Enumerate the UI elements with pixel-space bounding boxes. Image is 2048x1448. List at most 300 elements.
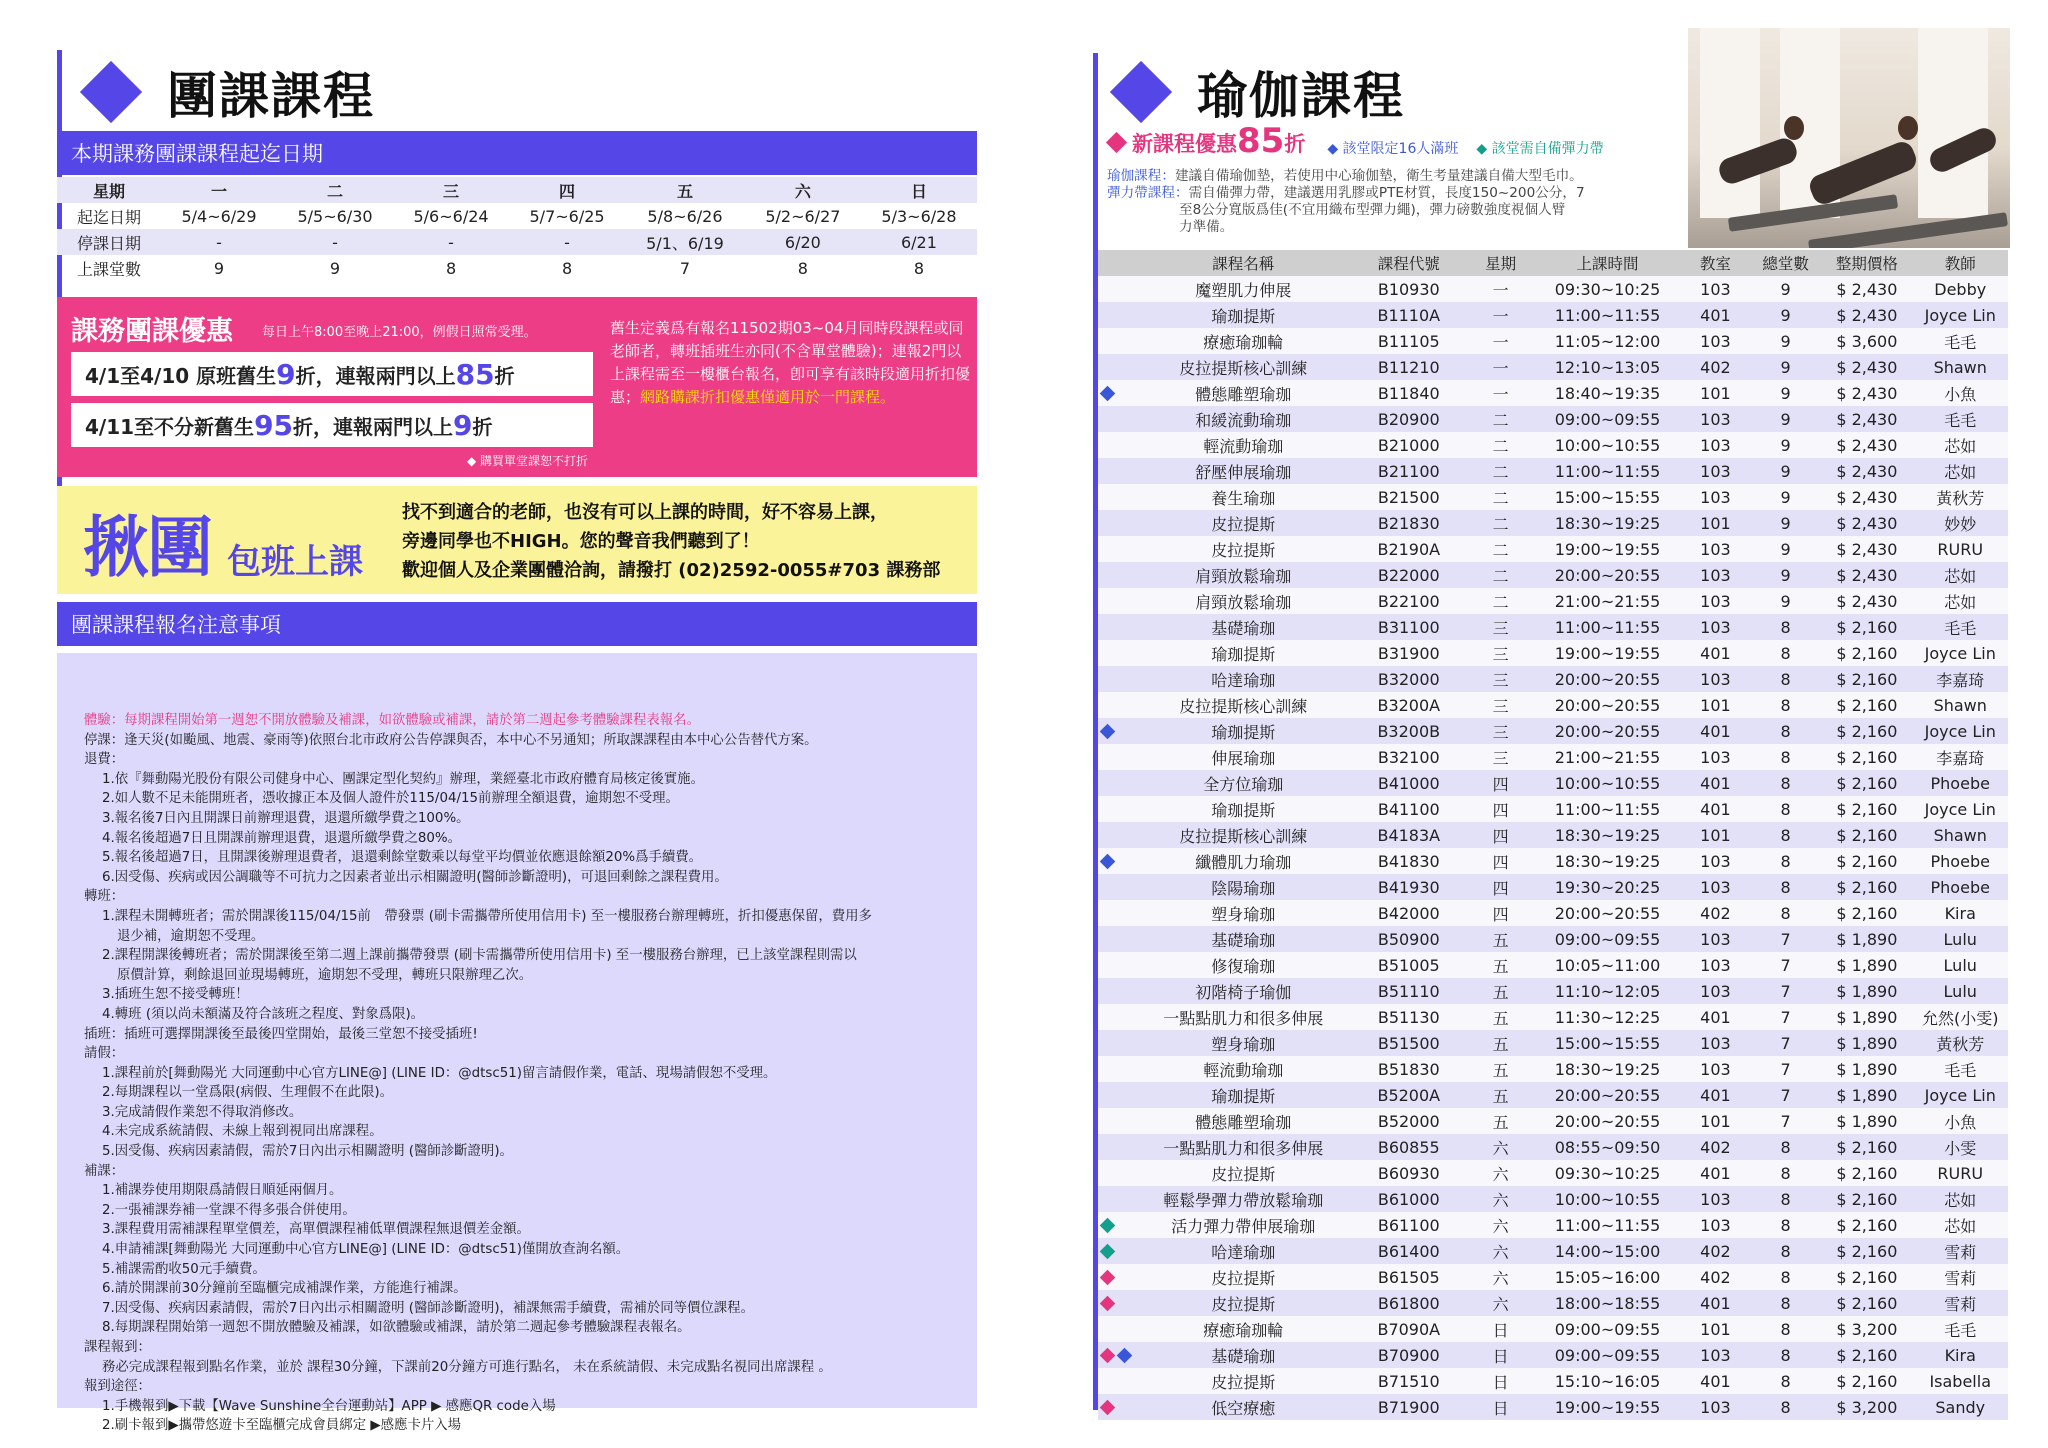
course-cell: 芯如: [1912, 458, 2008, 484]
course-cell: $ 2,160: [1821, 614, 1912, 640]
course-cell: RURU: [1912, 1160, 2008, 1186]
course-cell: $ 2,160: [1821, 744, 1912, 770]
course-cell: 103: [1681, 406, 1750, 432]
course-cell: 8: [1750, 1316, 1821, 1342]
period-cell: 5/7~6/25: [529, 206, 605, 226]
diamond-icon: [1100, 1243, 1116, 1259]
course-marker: [1098, 484, 1136, 510]
course-cell: $ 2,160: [1821, 1186, 1912, 1212]
note-line: 8.每期課程開始第一週恕不開放體驗及補課，如欲體驗或補課，請於第二週起參考體驗課程表報名。: [102, 1320, 691, 1336]
course-cell: 輕流動瑜珈: [1136, 1056, 1351, 1082]
diamond-icon: [1100, 1399, 1116, 1415]
course-marker: [1098, 718, 1136, 744]
course-cell: B22000: [1351, 562, 1468, 588]
course-cell: 輕鬆學彈力帶放鬆瑜珈: [1136, 1186, 1351, 1212]
course-cell: 纖體肌力瑜珈: [1136, 848, 1351, 874]
course-cell: 全方位瑜珈: [1136, 770, 1351, 796]
course-row: [1098, 276, 2008, 302]
course-marker: [1098, 1160, 1136, 1186]
course-row: [1098, 510, 2008, 536]
course-cell: B50900: [1351, 926, 1468, 952]
period-cell: -: [509, 229, 625, 255]
course-cell: 毛毛: [1912, 406, 2008, 432]
course-cell: 初階椅子瑜伽: [1136, 978, 1351, 1004]
course-cell: 103: [1681, 744, 1750, 770]
course-cell: $ 2,160: [1821, 900, 1912, 926]
course-cell: 09:30~10:25: [1534, 1160, 1681, 1186]
note-line: 2.一張補課券補一堂課不得多張合併使用。: [102, 1202, 356, 1218]
course-cell: $ 2,160: [1821, 822, 1912, 848]
course-cell: 11:00~11:55: [1534, 458, 1681, 484]
course-cell: 一: [1467, 354, 1534, 380]
course-cell: 9: [1750, 328, 1821, 354]
new-course-discount: 85: [1237, 121, 1285, 161]
course-header-row: [1098, 250, 2008, 276]
course-row: [1098, 354, 2008, 380]
course-cell: $ 2,430: [1821, 432, 1912, 458]
course-cell: B61000: [1351, 1186, 1468, 1212]
course-cell: Lulu: [1912, 926, 2008, 952]
note-line: 3.報名後7日內且開課日前辦理退費，退還所繳學費之100%。: [102, 810, 470, 826]
course-cell: 舒壓伸展瑜珈: [1136, 458, 1351, 484]
course-cell: 瑜珈提斯: [1136, 796, 1351, 822]
course-header-cell: 上課時間: [1534, 250, 1681, 276]
course-cell: 9: [1750, 458, 1821, 484]
note-line: 退少補，逾期恕不受理。: [117, 928, 265, 944]
course-cell: 輕流動瑜珈: [1136, 432, 1351, 458]
course-cell: 401: [1681, 302, 1750, 328]
course-cell: 二: [1467, 484, 1534, 510]
course-cell: 103: [1681, 458, 1750, 484]
course-cell: 小魚: [1912, 380, 2008, 406]
course-header-cell: 課程名稱: [1136, 250, 1351, 276]
course-marker: [1098, 952, 1136, 978]
course-cell: 101: [1681, 1108, 1750, 1134]
course-marker: [1098, 1134, 1136, 1160]
course-cell: Sandy: [1912, 1394, 2008, 1420]
diamond-icon: [1100, 1269, 1116, 1285]
course-cell: 11:00~11:55: [1534, 302, 1681, 328]
course-row: [1098, 1082, 2008, 1108]
course-cell: $ 2,430: [1821, 588, 1912, 614]
course-cell: B61800: [1351, 1290, 1468, 1316]
course-cell: 10:00~10:55: [1534, 432, 1681, 458]
period-header-cell: 日: [861, 177, 977, 203]
course-cell: Isabella: [1912, 1368, 2008, 1394]
course-cell: $ 2,160: [1821, 1342, 1912, 1368]
course-cell: 401: [1681, 770, 1750, 796]
course-cell: 皮拉提斯核心訓練: [1136, 822, 1351, 848]
course-cell: 402: [1681, 1238, 1750, 1264]
course-cell: 103: [1681, 926, 1750, 952]
course-row: [1098, 848, 2008, 874]
new-course-promo: [1107, 121, 1604, 161]
course-cell: Lulu: [1912, 978, 2008, 1004]
course-cell: 18:30~19:25: [1534, 848, 1681, 874]
course-cell: 9: [1750, 484, 1821, 510]
course-row: [1098, 952, 2008, 978]
period-cell: 5/2~6/27: [765, 206, 841, 226]
yoga-page-title: 瑜伽課程: [1197, 67, 1405, 125]
pink-diamond-icon: [1106, 132, 1127, 153]
course-marker: [1098, 458, 1136, 484]
note-line: 3.插班生恕不接受轉班！: [102, 987, 249, 1003]
course-header-cell: 課程代號: [1351, 250, 1468, 276]
course-marker: [1098, 1082, 1136, 1108]
course-cell: 8: [1750, 874, 1821, 900]
course-header-cell: 整期價格: [1821, 250, 1912, 276]
course-cell: 9: [1750, 406, 1821, 432]
course-cell: $ 2,430: [1821, 302, 1912, 328]
note-line: 2.每期課程以一堂爲限(病假、生理假不在此限)。: [102, 1085, 394, 1101]
period-cell: 8: [561, 258, 573, 278]
group-promo-panel: [57, 297, 977, 477]
course-cell: 一點點肌力和很多伸展: [1136, 1004, 1351, 1030]
course-marker: [1098, 770, 1136, 796]
promo-subtitle: 每日上午8:00至晚上21:00，例假日照常受理。: [262, 325, 537, 340]
course-cell: 09:00~09:55: [1534, 1342, 1681, 1368]
course-cell: $ 2,160: [1821, 666, 1912, 692]
course-marker: [1098, 822, 1136, 848]
yoga-course-description: [1107, 168, 1687, 236]
course-marker: [1098, 380, 1136, 406]
course-cell: 11:00~11:55: [1534, 614, 1681, 640]
course-cell: $ 1,890: [1821, 926, 1912, 952]
course-cell: 二: [1467, 458, 1534, 484]
course-cell: 小魚: [1912, 1108, 2008, 1134]
course-cell: 402: [1681, 354, 1750, 380]
course-cell: 妙妙: [1912, 510, 2008, 536]
course-cell: 雪莉: [1912, 1264, 2008, 1290]
course-cell: 103: [1681, 1186, 1750, 1212]
desc-band-text: 需自備彈力帶，建議選用乳膠或PTE材質，長度150~200公分，7: [1188, 185, 1585, 201]
course-cell: $ 2,160: [1821, 796, 1912, 822]
course-cell: B32000: [1351, 666, 1468, 692]
period-cell: 8: [797, 258, 808, 278]
course-cell: 李嘉琦: [1912, 666, 2008, 692]
period-cell: -: [277, 229, 393, 255]
course-row: [1098, 562, 2008, 588]
desc-yoga-text: 建議自備瑜伽墊，若使用中心瑜伽墊，衛生考量建議自備大型毛巾。: [1174, 168, 1583, 184]
course-marker: [1098, 614, 1136, 640]
course-cell: 皮拉提斯核心訓練: [1136, 692, 1351, 718]
period-header-row: [57, 177, 977, 203]
course-cell: 11:05~12:00: [1534, 328, 1681, 354]
course-cell: 8: [1750, 796, 1821, 822]
course-row: [1098, 614, 2008, 640]
course-cell: 101: [1681, 692, 1750, 718]
course-row: [1098, 1134, 2008, 1160]
course-cell: 7: [1750, 1056, 1821, 1082]
period-cell: 5/8~6/26: [647, 206, 723, 226]
diamond-icon: [1100, 1295, 1116, 1311]
course-cell: $ 2,160: [1821, 848, 1912, 874]
course-cell: 二: [1467, 432, 1534, 458]
course-cell: 五: [1467, 1108, 1534, 1134]
course-cell: B51830: [1351, 1056, 1468, 1082]
course-cell: 9: [1750, 588, 1821, 614]
course-cell: 芯如: [1912, 432, 2008, 458]
course-cell: B60930: [1351, 1160, 1468, 1186]
course-cell: 三: [1467, 718, 1534, 744]
group-booking-big-text: 揪團: [83, 509, 211, 586]
course-marker: [1098, 1394, 1136, 1420]
course-cell: $ 1,890: [1821, 1056, 1912, 1082]
promo-terms-highlight: 網路購課折扣優惠僅適用於一門課程。: [640, 388, 896, 406]
course-cell: 毛毛: [1912, 328, 2008, 354]
course-cell: Joyce Lin: [1912, 796, 2008, 822]
note-line: 報到途徑：: [84, 1379, 151, 1395]
course-cell: 8: [1750, 640, 1821, 666]
desc-band-text-3: 力準備。: [1179, 219, 1234, 235]
course-cell: B21500: [1351, 484, 1468, 510]
period-header-cell: 星期: [57, 177, 161, 203]
course-cell: 六: [1467, 1290, 1534, 1316]
group-course-page: [57, 50, 977, 1434]
course-cell: $ 2,430: [1821, 380, 1912, 406]
course-cell: 401: [1681, 640, 1750, 666]
course-marker: [1098, 1030, 1136, 1056]
period-cell: 8: [913, 258, 925, 278]
course-cell: $ 1,890: [1821, 952, 1912, 978]
period-cell: 上課堂數: [76, 259, 141, 279]
period-cell: 7: [679, 258, 691, 278]
desc-yoga-key: 瑜伽課程：: [1107, 168, 1175, 184]
course-cell: B3200B: [1351, 718, 1468, 744]
course-cell: 401: [1681, 1082, 1750, 1108]
course-cell: 芯如: [1912, 588, 2008, 614]
course-cell: 四: [1467, 874, 1534, 900]
course-cell: B11840: [1351, 380, 1468, 406]
note-line: 4.轉班 (須以尚未額滿及符合該班之程度、對象爲限)。: [102, 1006, 425, 1022]
course-cell: Shawn: [1912, 354, 2008, 380]
diamond-icon: [80, 61, 142, 123]
course-cell: B3200A: [1351, 692, 1468, 718]
course-cell: B61100: [1351, 1212, 1468, 1238]
course-row: [1098, 302, 2008, 328]
course-cell: 7: [1750, 978, 1821, 1004]
course-cell: Kira: [1912, 1342, 2008, 1368]
course-marker: [1098, 978, 1136, 1004]
course-cell: 21:00~21:55: [1534, 744, 1681, 770]
course-cell: 日: [1467, 1368, 1534, 1394]
course-cell: 塑身瑜珈: [1136, 900, 1351, 926]
course-cell: B71510: [1351, 1368, 1468, 1394]
course-cell: 8: [1750, 848, 1821, 874]
offer2-discount: 95: [254, 408, 294, 442]
course-cell: 12:10~13:05: [1534, 354, 1681, 380]
course-cell: 10:05~11:00: [1534, 952, 1681, 978]
period-cell: 6/20: [745, 229, 861, 255]
course-cell: $ 3,600: [1821, 328, 1912, 354]
course-marker: [1098, 1238, 1136, 1264]
course-cell: 402: [1681, 1134, 1750, 1160]
course-cell: 19:00~19:55: [1534, 536, 1681, 562]
course-marker: [1098, 874, 1136, 900]
period-header-cell: 五: [625, 177, 745, 203]
course-marker: [1098, 666, 1136, 692]
registration-notes: [57, 653, 977, 1434]
course-row: [1098, 666, 2008, 692]
course-marker: [1098, 1290, 1136, 1316]
course-cell: 8: [1750, 1342, 1821, 1368]
course-cell: 五: [1467, 926, 1534, 952]
course-cell: $ 2,430: [1821, 562, 1912, 588]
course-cell: 18:30~19:25: [1534, 822, 1681, 848]
course-cell: 三: [1467, 640, 1534, 666]
course-cell: 7: [1750, 952, 1821, 978]
course-row: [1098, 1004, 2008, 1030]
offer2-end: 折: [472, 414, 493, 439]
course-cell: Phoebe: [1912, 874, 2008, 900]
course-cell: 103: [1681, 562, 1750, 588]
course-cell: $ 1,890: [1821, 1030, 1912, 1056]
course-cell: 四: [1467, 900, 1534, 926]
promo-note: ◆ 購買單堂課恕不打折: [467, 454, 589, 468]
note-line: 1.依『舞動陽光股份有限公司健身中心、團課定型化契約』辦理，業經臺北市政府體育局核定後實施。: [102, 771, 704, 787]
course-cell: 9: [1750, 562, 1821, 588]
course-cell: 19:30~20:25: [1534, 874, 1681, 900]
course-cell: 8: [1750, 1134, 1821, 1160]
promo-terms-text: 舊生定義爲有報名11502期03~04月同時段課程或同老師者，轉班插班生亦同(不含單堂體驗)；連報2門以上課程需至一樓櫃台報名，卽可享有該時段適用折扣優惠；: [610, 319, 971, 406]
course-cell: $ 2,430: [1821, 276, 1912, 302]
course-row: [1098, 978, 2008, 1004]
course-marker: [1098, 406, 1136, 432]
period-header-cell: 四: [509, 177, 625, 203]
course-row: [1098, 1238, 2008, 1264]
course-cell: 修復瑜珈: [1136, 952, 1351, 978]
course-cell: $ 1,890: [1821, 1004, 1912, 1030]
course-cell: 六: [1467, 1186, 1534, 1212]
course-cell: 8: [1750, 900, 1821, 926]
course-cell: $ 1,890: [1821, 1082, 1912, 1108]
course-cell: 9: [1750, 536, 1821, 562]
group-booking-panel: [57, 486, 977, 594]
course-cell: 四: [1467, 848, 1534, 874]
course-cell: B21100: [1351, 458, 1468, 484]
course-cell: $ 3,200: [1821, 1316, 1912, 1342]
course-cell: 小雯: [1912, 1134, 2008, 1160]
course-cell: Joyce Lin: [1912, 640, 2008, 666]
course-row: [1098, 692, 2008, 718]
yoga-figure-head: [1784, 116, 1804, 140]
course-marker: [1098, 354, 1136, 380]
offer-box-2: [71, 403, 593, 447]
course-cell: 103: [1681, 484, 1750, 510]
desc-band-text-2: 至8公分寬版爲佳(不宜用織布型彈力繩)，彈力磅數強度視個人臂: [1179, 202, 1566, 218]
course-cell: 9: [1750, 510, 1821, 536]
course-cell: 瑜珈提斯: [1136, 1082, 1351, 1108]
course-cell: 08:55~09:50: [1534, 1134, 1681, 1160]
course-cell: 五: [1467, 978, 1534, 1004]
offer1-middle: 折，連報兩門以上: [295, 363, 456, 388]
course-marker: [1098, 328, 1136, 354]
course-cell: 皮拉提斯: [1136, 1264, 1351, 1290]
course-cell: 9: [1750, 354, 1821, 380]
course-cell: 雪莉: [1912, 1290, 2008, 1316]
course-cell: B21000: [1351, 432, 1468, 458]
course-cell: $ 2,160: [1821, 770, 1912, 796]
offer1-discount2: 85: [455, 357, 495, 391]
period-header-cell: 三: [393, 177, 509, 203]
yoga-class-photo: [1688, 28, 2010, 248]
course-cell: 皮拉提斯: [1136, 536, 1351, 562]
course-cell: 8: [1750, 822, 1821, 848]
course-cell: 二: [1467, 588, 1534, 614]
course-row: [1098, 380, 2008, 406]
offer1-prefix: 4/1至4/10 原班舊生: [85, 363, 277, 388]
course-marker: [1098, 588, 1136, 614]
course-cell: $ 2,160: [1821, 718, 1912, 744]
course-cell: B41930: [1351, 874, 1468, 900]
course-cell: 401: [1681, 796, 1750, 822]
course-cell: 8: [1750, 718, 1821, 744]
course-marker: [1098, 302, 1136, 328]
note-line: 4.報名後超過7日且開課前辦理退費，退還所繳學費之80%。: [102, 830, 462, 846]
period-header-cell: 二: [277, 177, 393, 203]
course-cell: 7: [1750, 1108, 1821, 1134]
course-marker: [1098, 432, 1136, 458]
course-cell: B2190A: [1351, 536, 1468, 562]
course-cell: 陰陽瑜珈: [1136, 874, 1351, 900]
course-cell: 18:30~19:25: [1534, 1056, 1681, 1082]
group-course-title-row: [75, 52, 375, 132]
course-cell: B60855: [1351, 1134, 1468, 1160]
course-cell: 黃秋芳: [1912, 1030, 2008, 1056]
course-cell: $ 2,430: [1821, 406, 1912, 432]
course-cell: 7: [1750, 926, 1821, 952]
course-row: [1098, 432, 2008, 458]
course-marker: [1098, 1212, 1136, 1238]
course-cell: 21:00~21:55: [1534, 588, 1681, 614]
course-cell: 養生瑜珈: [1136, 484, 1351, 510]
course-row: [1098, 328, 2008, 354]
course-cell: B1110A: [1351, 302, 1468, 328]
course-cell: 芯如: [1912, 1186, 2008, 1212]
note-line: 補課：: [84, 1163, 125, 1179]
page-title: 團課課程: [167, 67, 375, 125]
course-cell: 五: [1467, 1030, 1534, 1056]
course-cell: 8: [1750, 614, 1821, 640]
offer2-discount2: 9: [453, 408, 473, 442]
course-cell: 20:00~20:55: [1534, 562, 1681, 588]
course-cell: B70900: [1351, 1342, 1468, 1368]
note-line: 3.完成請假作業恕不得取消修改。: [102, 1104, 303, 1120]
course-marker: [1098, 276, 1136, 302]
course-cell: 19:00~19:55: [1534, 1394, 1681, 1420]
course-cell: $ 2,160: [1821, 1290, 1912, 1316]
course-cell: B51130: [1351, 1004, 1468, 1030]
course-cell: B51500: [1351, 1030, 1468, 1056]
course-cell: 8: [1750, 692, 1821, 718]
course-marker: [1098, 536, 1136, 562]
group-booking-line-3: 歡迎個人及企業團體洽詢，請撥打 (02)2592-0055#703 課務部: [402, 560, 941, 581]
course-marker: [1098, 900, 1136, 926]
course-cell: 14:00~15:00: [1534, 1238, 1681, 1264]
course-cell: 20:00~20:55: [1534, 666, 1681, 692]
course-cell: 7: [1750, 1082, 1821, 1108]
course-cell: 103: [1681, 614, 1750, 640]
course-cell: 療癒瑜珈輪: [1136, 1316, 1351, 1342]
period-cell: 6/21: [861, 229, 977, 255]
course-cell: 103: [1681, 874, 1750, 900]
diamond-icon: [1100, 723, 1116, 739]
diamond-icon: [1100, 1217, 1116, 1233]
diamond-icon: [1100, 1347, 1116, 1363]
course-cell: B5200A: [1351, 1082, 1468, 1108]
course-cell: 8: [1750, 1264, 1821, 1290]
course-cell: 18:30~19:25: [1534, 510, 1681, 536]
